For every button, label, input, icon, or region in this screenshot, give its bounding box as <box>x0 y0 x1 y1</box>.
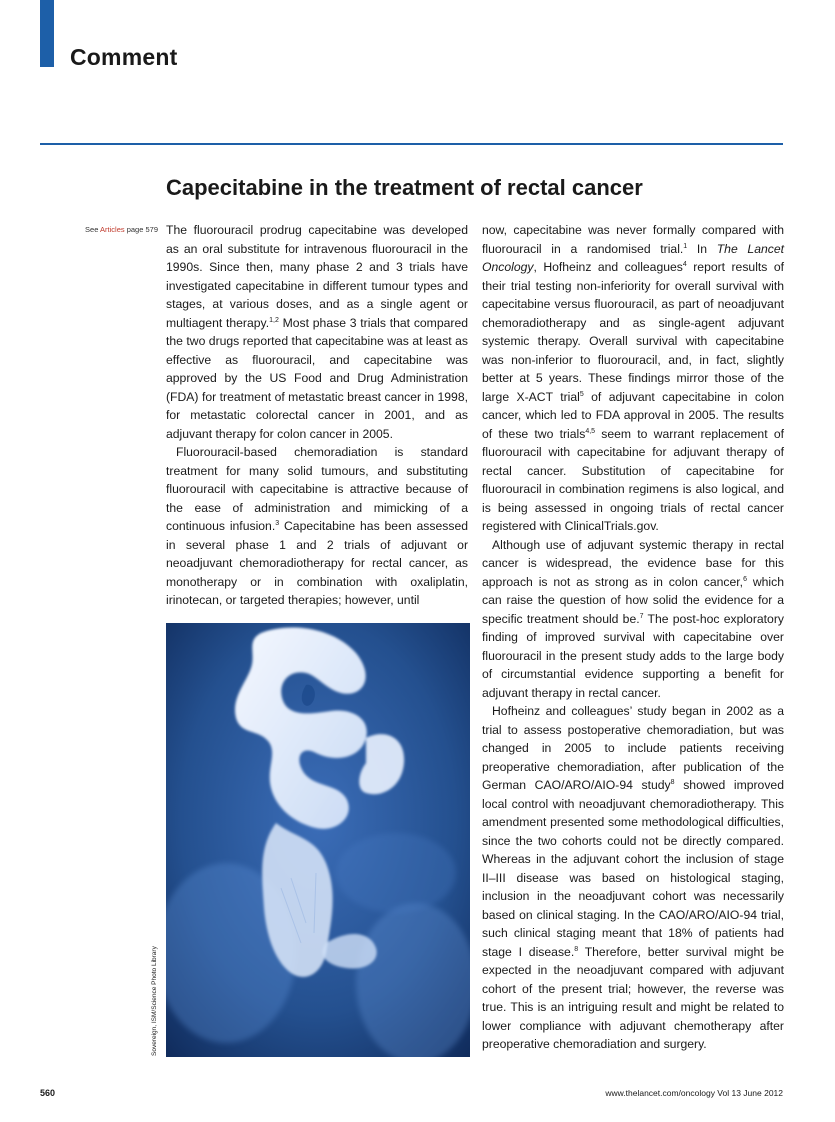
text-run: which can raise the question of how solid the evidence for a specific treatment should be. <box>482 574 784 626</box>
image-credit: Sovereign, ISM/Science Photo Library <box>151 946 158 1056</box>
journal-footer: www.thelancet.com/oncology Vol 13 June 2012 <box>605 1088 783 1098</box>
text-run: of adjuvant capecitabine in colon cancer, which led to FDA approval in 2005. The results of these two trials <box>482 389 784 441</box>
page-number: 560 <box>40 1088 56 1098</box>
reference-4[interactable]: 4 <box>682 260 687 268</box>
column-right <box>482 221 784 1054</box>
figure-xray <box>166 623 470 1057</box>
text-run: Most phase 3 trials that compared the two drugs reported that capecitabine was at least as effective as fluorouracil, and capecitabine was approved by the US Food and Drug Administration (FDA) for treatment of metastatic breast cancer in 1998, for metastatic colorectal cancer in 2001, and as adjuvant therapy for colon cancer in 2005. <box>166 315 469 441</box>
reference-7[interactable]: 7 <box>639 612 644 620</box>
paragraph-2 <box>166 443 468 610</box>
paragraph-1 <box>166 221 468 443</box>
barium-enema-xray-image <box>166 623 470 1057</box>
paragraph-3 <box>482 221 784 536</box>
article-title: Capecitabine in the treatment of rectal cancer <box>166 175 643 200</box>
reference-4-5[interactable]: 4,5 <box>585 427 596 435</box>
see-also-note <box>40 225 158 234</box>
text-run: The fluorouracil prodrug capecitabine was developed as an oral substitute for intravenous fluorouracil in the 1990s. Since then, many phase 2 and 3 trials have investigated capecitabine in different tumour types and stages, at various doses, and as a single agent or multiagent therapy. <box>166 223 468 330</box>
header-rule <box>40 143 783 145</box>
reference-8[interactable]: 8 <box>670 778 675 786</box>
text-run: The post-hoc exploratory finding of improved survival with capecitabine over fluorouracil in the present study adds to the large body of circumstantial evidence supporting a benefit for adjuvant therapy in rectal cancer. <box>482 611 784 700</box>
paragraph-5 <box>482 702 784 1054</box>
journal-name: The Lancet Oncology <box>482 241 785 274</box>
paragraph-4 <box>482 536 784 703</box>
text-run: seem to warrant replacement of fluorouracil with capecitabine for adjuvant therapy of rectal cancer. Substitution of capecitabine for fluorouracil in combination regimens is also logical, and is being assessed in ongoing trials of rectal cancer registered with ClinicalTrials.gov. <box>482 426 784 533</box>
text-run: In <box>687 241 717 256</box>
reference-5[interactable]: 5 <box>579 390 584 398</box>
reference-3[interactable]: 3 <box>275 519 280 527</box>
text-run: now, capecitabine was never formally compared with fluorouracil in a randomised trial. <box>482 223 784 256</box>
reference-8[interactable]: 8 <box>574 945 579 953</box>
text-run: report results of their trial testing non-inferiority for overall survival with capecitabine versus fluorouracil, as part of neoadjuvant chemoradiotherapy and as single-agent adjuvant systemic therapy. Overall survival with capecitabine was non-inferior to fluorouracil, and, in fact, slightly better at 5 years. These findings mirror those of the large X-ACT trial <box>482 260 784 404</box>
reference-6[interactable]: 6 <box>743 575 747 583</box>
reference-1-2[interactable]: 1,2 <box>269 316 279 324</box>
text-run: Fluorouracil-based chemoradiation is standard treatment for many solid tumours, and substituting fluorouracil with capecitabine is attractive because of the ease of administration and mimicking of a continuous infusion. <box>166 445 468 533</box>
text-run: Capecitabine has been assessed in several phase 1 and 2 trials of adjuvant or neoadjuvant chemoradiotherapy for rectal cancer, as monotherapy or in combination with oxaliplatin, irinotecan, or targeted therapies; however, until <box>166 519 468 607</box>
text-run: showed improved local control with neoadjuvant chemoradiotherapy. This amendment presented some methodological difficulties, since the two cohorts could not be directly compared. Whereas in the adjuvant cohort the inclusion of stage II–III disease was based on histological staging, inclusion in the neoadjuvant cohort was necessarily based on clinical staging. In the CAO/ARO/AIO-94 trial, such clinical staging meant that 18% of patients had stage I disease. <box>482 778 784 959</box>
text-run: Therefore, better survival might be expected in the neoadjuvant compared with adjuvant cohort of the present trial; however, the reverse was true. This is an intriguing result and might be related to lower compliance with adjuvant chemotherapy after preoperative chemoradiation and surgery. <box>482 944 784 1051</box>
section-accent-bar <box>40 0 54 67</box>
see-also-suffix: page 579 <box>124 225 158 234</box>
section-label: Comment <box>70 44 178 70</box>
text-run: , Hofheinz and colleagues <box>533 260 683 274</box>
column-left <box>166 221 468 610</box>
see-also-prefix: See <box>85 225 101 234</box>
see-articles-link[interactable]: Articles <box>100 225 125 234</box>
text-run: Hofheinz and colleagues’ study began in 2002 as a trial to assess postoperative chemoradiation, but was changed in 2005 to include patients receiving preoperative chemoradiation, after publication of the German CAO/ARO/AIO-94 study <box>482 704 784 792</box>
text-run: Although use of adjuvant systemic therapy in rectal cancer is widespread, the evidence base for this approach is not as strong as in colon cancer, <box>482 537 784 589</box>
reference-1[interactable]: 1 <box>683 242 688 250</box>
